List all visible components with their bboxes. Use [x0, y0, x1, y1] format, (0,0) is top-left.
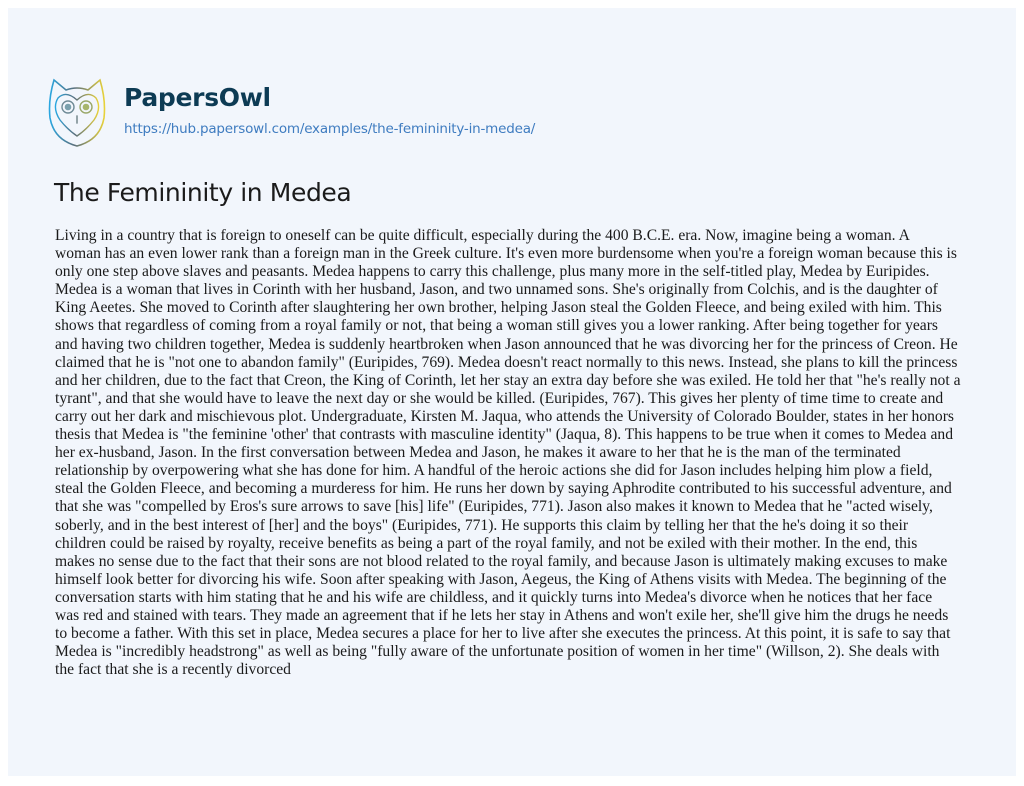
body-line: claimed that he is "not one to abandon family" (Euripides, 769). Medea doesn't react normally to this news. Instead, she plans to kill the princess — [55, 353, 958, 371]
body-line: was red and stained with tears. They made an agreement that if he lets her stay in Athens and won't exile her, she'll give him the drugs he needs — [55, 606, 949, 624]
body-line: soberly, and in the best interest of [her] and the boys" (Euripides, 771). He supports this claim by telling her that the he's doing it so their — [55, 516, 909, 534]
body-line: King Aeetes. She moved to Corinth after slaughtering her own brother, helping Jason steal the Golden Fleece, and being exiled with him. This — [55, 299, 942, 317]
body-line: relationship by overpowering what she has done for him. A handful of the heroic actions she did for Jason includes helping him plow a field, — [55, 462, 933, 480]
body-line: and her children, due to the fact that Creon, the King of Corinth, let her stay an extra day before she was exiled. He told her that "he's really not a — [55, 371, 961, 389]
body-line: makes no sense due to the fact that their sons are not blood related to the royal family, and because Jason is ultimately making excuses to make — [55, 552, 948, 570]
body-line: thesis that Medea is "the feminine 'other' that contrasts with masculine identity" (Jaqua, 8). This happens to be true when it comes to Medea and — [55, 426, 954, 444]
owl-logo-icon[interactable] — [46, 70, 108, 150]
document-title: The Femininity in Medea — [54, 178, 352, 207]
body-line: to become a father. With this set in place, Medea secures a place for her to live after she executes the princess. At this point, it is safe to say that — [55, 625, 951, 643]
brand-block — [124, 83, 535, 137]
brand-name[interactable]: PapersOwl — [124, 83, 271, 112]
body-line: himself look better for divorcing his wife. Soon after speaking with Jason, Aegeus, the King of Athens visits with Medea. The beginning of the — [55, 570, 947, 588]
body-line: steal the Golden Fleece, and becoming a murderess for him. He runs her down by saying Aphrodite contributed to his successful adventure, and — [55, 480, 952, 498]
body-line: woman has an even lower rank than a foreign man in the Greek culture. It's even more burdensome when you're a foreign woman because this is — [55, 245, 957, 263]
body-line: only one step above slaves and peasants. Medea happens to carry this challenge, plus many more in the self-titled play, Medea by Euripides. — [55, 263, 930, 281]
site-header — [46, 70, 535, 150]
body-line: the fact that she is a recently divorced — [55, 661, 291, 679]
document-body — [55, 227, 985, 679]
page-url[interactable]: https://hub.papersowl.com/examples/the-femininity-in-medea/ — [124, 121, 536, 137]
body-line: shows that regardless of coming from a royal family or not, that being a woman still gives you a lower ranking. After being together for years — [55, 317, 938, 335]
page-panel — [8, 8, 1016, 776]
body-line: children could be raised by royalty, receive benefits as being a part of the royal family, and not be exiled with their mother. In the end, this — [55, 534, 918, 552]
body-line: Medea is a woman that lives in Corinth with her husband, Jason, and two unnamed sons. She's originally from Colchis, and is the daughter of — [55, 281, 938, 299]
body-line: conversation starts with him stating that he and his wife are childless, and it quickly turns into Medea's divorce when he notices that her face — [55, 588, 933, 606]
body-line: Living in a country that is foreign to oneself can be quite difficult, especially during the 400 B.C.E. era. Now, imagine being a woman. A — [55, 227, 910, 244]
body-line: tyrant", and that she would have to leave the next day or she would be killed. (Euripides, 767). This gives her plenty of time time to create and — [55, 389, 944, 407]
body-line: that she was "compelled by Eros's sure arrows to save [his] life" (Euripides, 771). Jason also makes it known to Medea that he "acted wisely, — [55, 498, 933, 516]
body-line: and having two children together, Medea is suddenly heartbroken when Jason announced that he was divorcing her for the princess of Creon. He — [55, 335, 958, 353]
body-line: carry out her dark and mischievous plot. Undergraduate, Kirsten M. Jaqua, who attends the University of Colorado Boulder, states in her honors — [55, 407, 954, 425]
body-line: her ex-husband, Jason. In the first conversation between Medea and Jason, he makes it aware to her that he is the man of the terminated — [55, 444, 901, 462]
body-line: Medea is "incredibly headstrong" as well as being "fully aware of the unfortunate position of women in her time" (Willson, 2). She deals with — [55, 643, 940, 661]
